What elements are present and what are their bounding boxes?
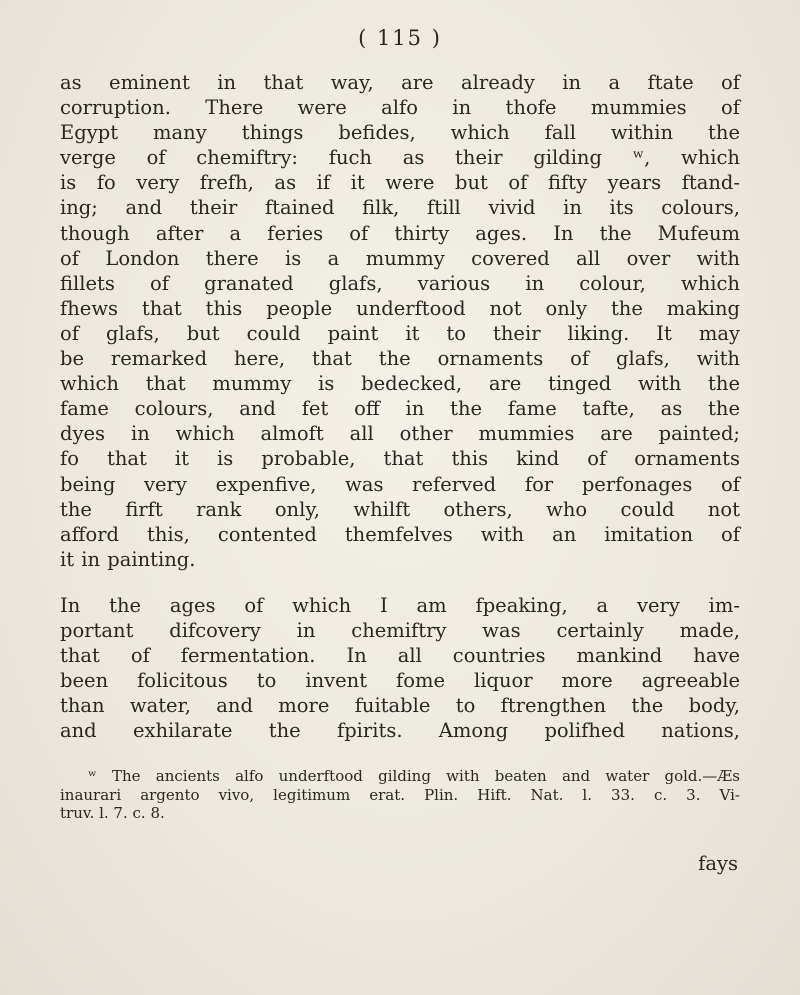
text-line: as eminent in that way, are already in a ftate of (60, 71, 740, 94)
text-line: is fo very frefh, as if it were but of fifty years ftand- (60, 171, 740, 195)
paragraph-1 (60, 70, 740, 572)
text-line: being very expenfive, was referved for perfonages of (60, 472, 740, 496)
text-line: and exhilarate the fpirits. Among polifhed nations, (60, 719, 740, 743)
catchword: fays (698, 852, 738, 875)
text-line: though after a feries of thirty ages. In the Mufeum (60, 221, 740, 245)
text-line: fhews that this people underftood not only the making (60, 296, 740, 320)
text-line: ing; and their ftained filk, ftill vivid in its colours, (60, 196, 740, 220)
text-line: be remarked here, that the ornaments of glafs, with (60, 347, 740, 371)
text-line: afford this, contented themfelves with an imitation of (60, 522, 740, 546)
text-line: of glafs, but could paint it to their liking. It may (60, 321, 740, 345)
text-line: fame colours, and fet off in the fame tafte, as the (60, 397, 740, 421)
page-number: ( 115 ) (358, 26, 442, 50)
text-line: In the ages of which I am fpeaking, a very im- (60, 594, 740, 617)
text-line: verge of chemiftry: fuch as their gilding ʷ, which (60, 146, 740, 170)
text-line: dyes in which almoft all other mummies are painted; (60, 422, 740, 446)
paragraph-2 (60, 593, 740, 744)
text-line: Egypt many things befides, which fall within the (60, 121, 740, 145)
text-line: which that mummy is bedecked, are tinged with the (60, 372, 740, 396)
text-line: corruption. There were alfo in thofe mummies of (60, 96, 740, 120)
text-line: been folicitous to invent fome liquor more agreeable (60, 669, 740, 693)
text-line: fo that it is probable, that this kind of ornaments (60, 447, 740, 471)
text-line: fillets of granated glafs, various in colour, which (60, 271, 740, 295)
footnote-line: ʷ The ancients alfo underftood gilding with beaten and water gold.—Æs (88, 767, 740, 785)
text-line: portant difcovery in chemiftry was certainly made, (60, 619, 740, 643)
text-line: that of fermentation. In all countries mankind have (60, 644, 740, 668)
footnote (60, 767, 740, 823)
footnote-line: truv. l. 7. c. 8. (60, 804, 165, 822)
footnote-line: inaurari argento vivo, legitimum erat. Plin. Hift. Nat. l. 33. c. 3. Vi- (60, 785, 740, 804)
text-line: than water, and more fuitable to ftrengthen the body, (60, 694, 740, 718)
text-line: the firft rank only, whilft others, who could not (60, 497, 740, 521)
text-line: it in painting. (60, 547, 196, 571)
text-line: of London there is a mummy covered all over with (60, 246, 740, 270)
